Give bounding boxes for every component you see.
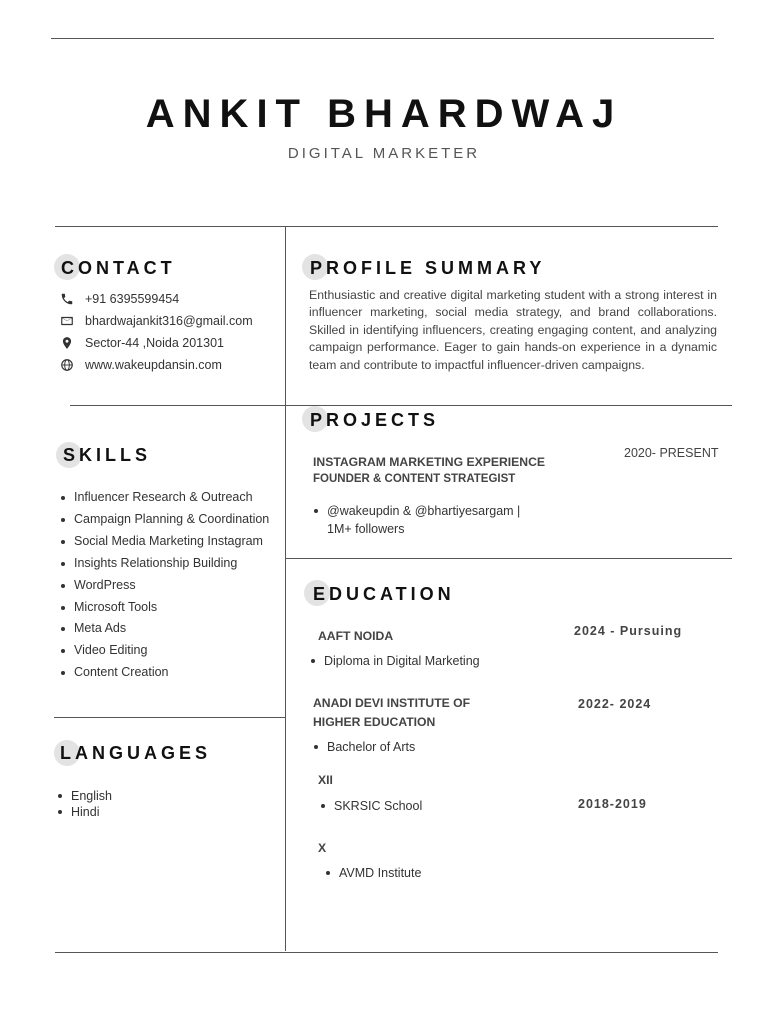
edu-school: AAFT NOIDA — [318, 629, 394, 643]
bottom-rule — [55, 952, 718, 953]
edu-date: 2022- 2024 — [578, 697, 652, 711]
website-text: www.wakeupdansin.com — [85, 358, 222, 372]
project-heading: INSTAGRAM MARKETING EXPERIENCE — [313, 455, 546, 469]
skills-divider — [54, 717, 285, 718]
list-item: Microsoft Tools — [60, 597, 285, 619]
mail-icon — [60, 314, 74, 328]
contact-website — [60, 355, 222, 375]
project-bullet-line1: @wakeupdin & @bhartiyesargam | — [327, 504, 521, 518]
edu-detail: SKRSIC School — [320, 797, 422, 815]
languages-list — [57, 788, 257, 820]
languages-title: LANGUAGES — [60, 743, 212, 763]
list-item: Video Editing — [60, 640, 285, 662]
contact-title: CONTACT — [61, 258, 176, 278]
list-item: Content Creation — [60, 662, 285, 684]
top-rule — [51, 38, 714, 39]
globe-icon — [60, 358, 74, 372]
education-title: EDUCATION — [313, 584, 455, 604]
candidate-role: DIGITAL MARKETER — [287, 145, 481, 162]
list-item: Hindi — [57, 804, 257, 820]
edu-detail: Diploma in Digital Marketing — [310, 652, 480, 670]
summary-title: PROFILE SUMMARY — [310, 258, 546, 278]
project-subheading: FOUNDER & CONTENT STRATEGIST — [313, 473, 516, 485]
edu-school-line1: ANADI DEVI INSTITUTE OF — [313, 696, 471, 710]
list-item: Meta Ads — [60, 618, 285, 640]
summary-divider — [286, 405, 732, 406]
contact-email — [60, 311, 253, 331]
list-item: Campaign Planning & Coordination — [60, 509, 285, 531]
contact-divider — [70, 405, 285, 406]
list-item: English — [57, 788, 257, 804]
skills-title: SKILLS — [63, 445, 152, 465]
candidate-name: ANKIT BHARDWAJ — [145, 92, 623, 136]
projects-title: PROJECTS — [310, 410, 440, 430]
edu-date: 2018-2019 — [578, 797, 647, 811]
edu-school: X — [318, 841, 327, 855]
project-bullet — [313, 502, 520, 538]
project-date: 2020- PRESENT — [624, 446, 719, 460]
contact-address — [60, 333, 224, 353]
edu-detail: AVMD Institute — [325, 864, 421, 882]
edu-school: XII — [318, 773, 333, 787]
phone-text: +91 6395599454 — [85, 292, 180, 306]
summary-text: Enthusiastic and creative digital marketing student with a strong interest in influencer marketing, social media strategy, and brand collaborations. Skilled in identifying influencers, creating engaging content, and analyzing campaign performance. Eager to gain hands-on experience in a dynamic team and contribute to impactful influencer-driven campaigns. — [309, 288, 717, 372]
edu-school — [313, 694, 470, 731]
edu-school-line2: HIGHER EDUCATION — [313, 715, 436, 729]
edu-detail: Bachelor of Arts — [313, 738, 415, 756]
skills-list — [60, 487, 285, 684]
project-bullet-line2: 1M+ followers — [327, 522, 405, 536]
email-text: bhardwajankit316@gmail.com — [85, 314, 253, 328]
projects-divider — [286, 558, 732, 559]
column-divider — [285, 226, 286, 951]
location-icon — [60, 336, 74, 350]
header-divider — [55, 226, 718, 227]
list-item: Influencer Research & Outreach — [60, 487, 285, 509]
contact-phone — [60, 289, 179, 309]
address-text: Sector-44 ,Noida 201301 — [85, 336, 224, 350]
phone-icon — [60, 292, 74, 306]
list-item: WordPress — [60, 575, 285, 597]
list-item: Social Media Marketing Instagram — [60, 531, 285, 553]
edu-date: 2024 - Pursuing — [574, 624, 683, 638]
list-item: Insights Relationship Building — [60, 553, 285, 575]
